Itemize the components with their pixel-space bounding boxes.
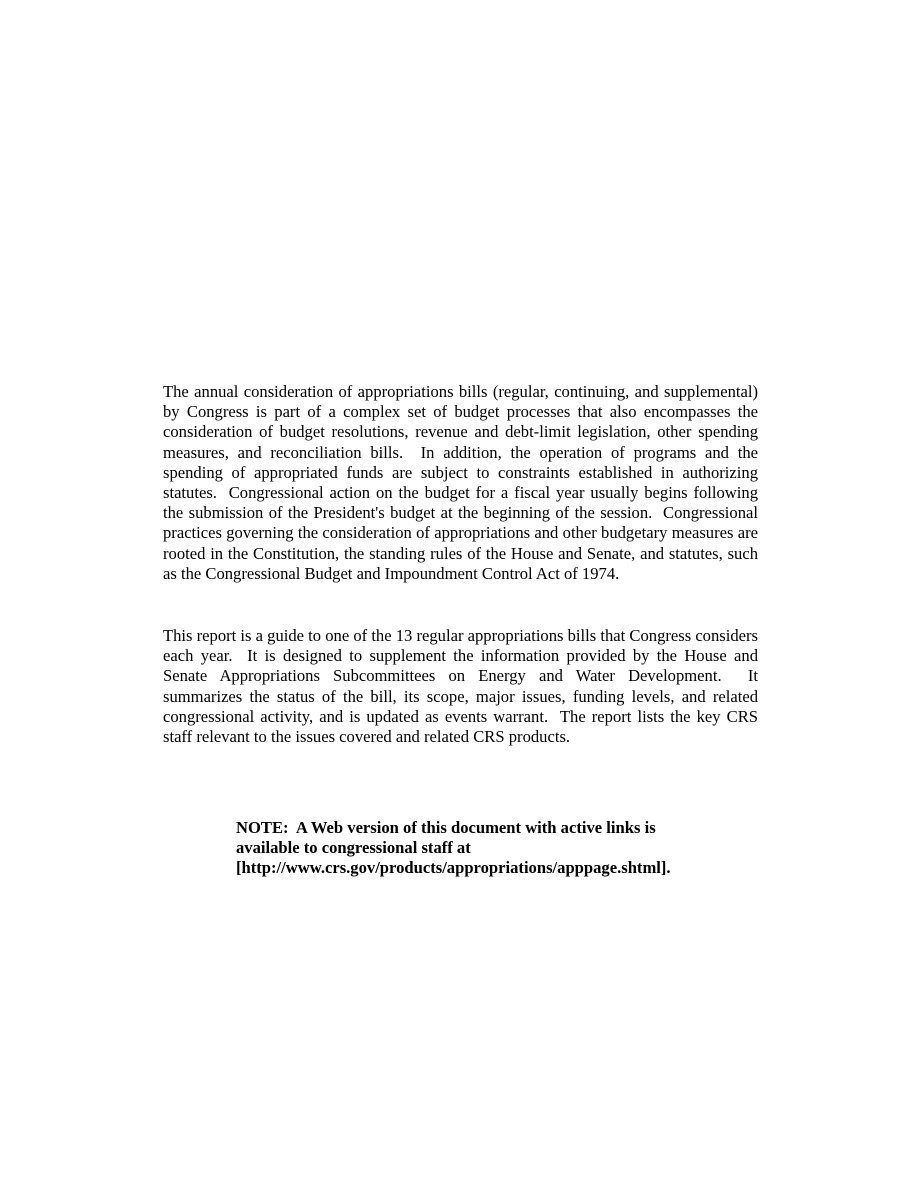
note-line: available to congressional staff at	[236, 838, 471, 858]
web-version-note	[236, 818, 756, 879]
note-url-line: [http://www.crs.gov/products/appropriations/apppage.shtml].	[236, 858, 671, 878]
note-line: NOTE: A Web version of this document with active links is	[236, 818, 656, 837]
report-description-paragraph: This report is a guide to one of the 13 regular appropriations bills that Congress considers each year. It is designed to supplement the information provided by the House and Senate Appropriations Subcommittees on Energy and Water Development. It summarizes the status of the bill, its scope, major issues, funding levels, and related congressional activity, and is updated as events warrant. The report lists the key CRS staff relevant to the issues covered and related CRS products.	[163, 626, 758, 747]
intro-paragraph: The annual consideration of appropriations bills (regular, continuing, and supplemental) by Congress is part of a complex set of budget processes that also encompasses the consideration of budget resolutions, revenue and debt-limit legislation, other spending measures, and reconciliation bills. In addition, the operation of programs and the spending of appropriated funds are subject to constraints established in authorizing statutes. Congressional action on the budget for a fiscal year usually begins following the submission of the President's budget at the beginning of the session. Congressional practices governing the consideration of appropriations and other budgetary measures are rooted in the Constitution, the standing rules of the House and Senate, and statutes, such as the Congressional Budget and Impoundment Control Act of 1974.	[163, 382, 758, 583]
